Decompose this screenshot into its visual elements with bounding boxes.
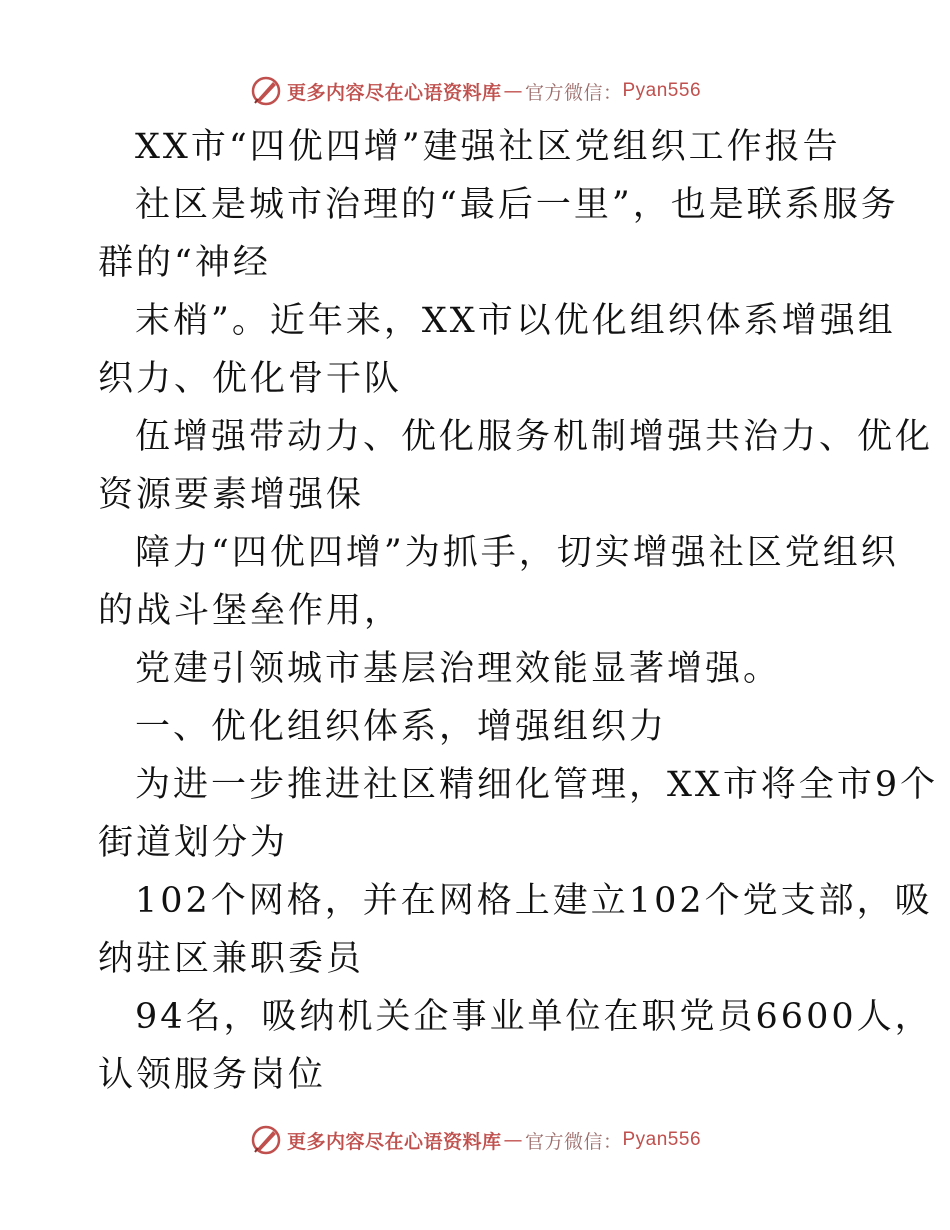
section-heading: 一、优化组织体系，增强组织力	[135, 707, 668, 747]
paragraph-line: 102个网格，并在网格上建立102个党支部，吸	[135, 881, 933, 921]
banner-separator: —	[503, 80, 523, 102]
banner-wechat-handle: Pyan556	[622, 1129, 702, 1150]
paragraph-line: 织力、优化骨干队	[98, 359, 403, 399]
feather-pen-icon	[249, 1123, 283, 1157]
paragraph-line: 认领服务岗位	[98, 1055, 327, 1095]
banner-wechat-label: 官方微信：	[524, 1130, 623, 1153]
banner-wechat-handle: Pyan556	[622, 80, 702, 101]
paragraph-line: 障力“四优四增”为抓手，切实增强社区党组织	[135, 533, 899, 573]
document-body	[98, 118, 939, 1104]
banner-brand-text: 更多内容尽在心语资料库	[286, 1130, 502, 1153]
paragraph-line: 党建引领城市基层治理效能显著增强。	[135, 649, 782, 689]
banner-separator: —	[503, 1129, 523, 1151]
banner-brand-text: 更多内容尽在心语资料库	[286, 81, 502, 104]
paragraph-line: 纳驻区兼职委员	[98, 939, 365, 979]
document-title: XX市“四优四增”建强社区党组织工作报告	[135, 127, 841, 167]
paragraph-line: 94名，吸纳机关企事业单位在职党员6600人，	[135, 997, 933, 1037]
paragraph-line: 群的“神经	[98, 243, 271, 283]
paragraph-line: 资源要素增强保	[98, 475, 365, 515]
paragraph-line: 为进一步推进社区精细化管理，XX市将全市9个	[135, 765, 939, 805]
header-watermark-banner	[0, 71, 950, 111]
footer-watermark-banner	[0, 1120, 950, 1160]
paragraph-line: 末梢”。近年来，XX市以优化组织体系增强组	[135, 301, 896, 341]
paragraph-line: 街道划分为	[98, 823, 289, 863]
paragraph-line: 社区是城市治理的“最后一里”，也是联系服务	[135, 185, 899, 225]
paragraph-line: 的战斗堡垒作用，	[98, 591, 403, 631]
paragraph-line: 伍增强带动力、优化服务机制增强共治力、优化	[135, 417, 934, 457]
feather-pen-icon	[249, 74, 283, 108]
banner-wechat-label: 官方微信：	[524, 81, 623, 104]
